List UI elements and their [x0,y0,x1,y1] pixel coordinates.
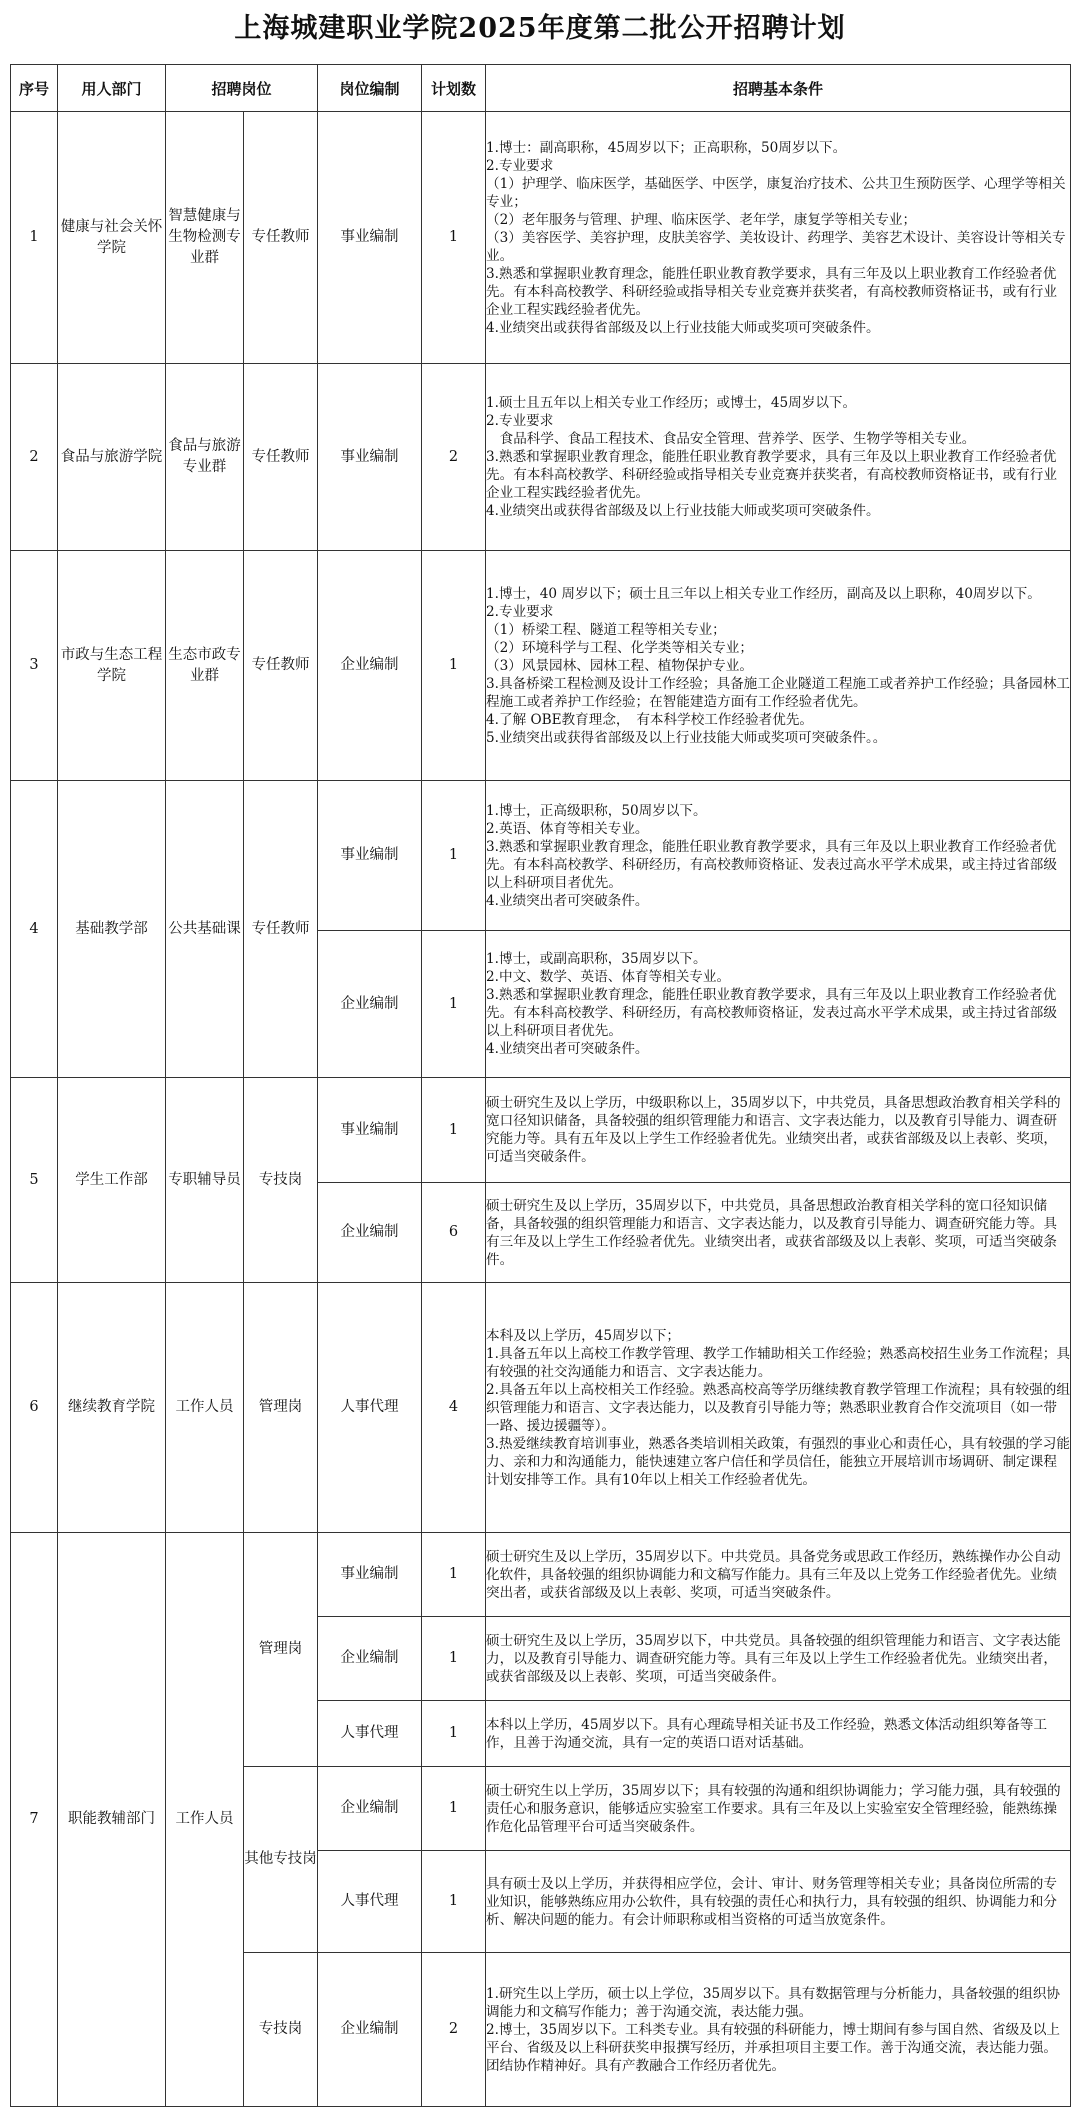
header-dept: 用人部门 [58,65,166,112]
row-count: 1 [422,551,486,781]
condition-line: 4.业绩突出或获得省部级及以上行业技能大师或奖项可突破条件。 [486,319,880,336]
condition-line: 1.博士：副高职称，45周岁以下；正高职称，50周岁以下。 [486,139,847,156]
row-post: 专任教师 [244,112,318,364]
condition-line: 4.了解 OBE教育理念， 有本科学校工作经验者优先。 [486,711,814,728]
condition-line: 4.业绩突出或获得省部级及以上行业技能大师或奖项可突破条件。 [486,503,880,519]
condition-line: （2）老年服务与管理、护理、临床医学、老年学，康复学等相关专业； [486,211,917,228]
row-staffing: 事业编制 [318,1533,422,1617]
condition-line: 3.熟悉和掌握职业教育理念，能胜任职业教育教学要求，具有三年及以上职业教育工作经验者优先。有本科高校教学、科研经历，有高校教师资格证、发表过高水平学术成果，或主持过省部级以上科研项目者优先。 [486,838,1057,891]
condition-line: 硕士研究生及以上学历，35周岁以下。中共党员。具备党务或思政工作经历，熟练操作办公自动化软件，具备较强的组织协调能力和文稿写作能力。具有三年及以上党务工作经验者优先。业绩突出者，或获省部级及以上表彰、奖项，可适当突破条件。 [486,1548,1061,1601]
row-conditions [486,1283,1071,1533]
table-row [11,364,1071,551]
condition-line: （1）桥梁工程、隧道工程等相关专业； [486,621,726,638]
condition-line: 3.热爱继续教育培训事业，熟悉各类培训相关政策，有强烈的事业心和责任心，具有较强的学习能力、亲和力和沟通能力，能快速建立客户信任和学员信任，能独立开展培训市场调研、制定课程计划安排等工作。具有10年以上相关工作经验者优先。 [486,1435,1070,1488]
row-category: 智慧健康与生物检测专业群 [166,112,244,364]
row-count: 4 [422,1283,486,1533]
condition-line: 4.业绩突出者可突破条件。 [486,892,649,909]
row-conditions [486,112,1071,364]
header-position: 招聘岗位 [166,65,318,112]
table-row [11,112,1071,364]
row-count: 1 [422,781,486,931]
row-count: 1 [422,112,486,364]
table-row [11,1283,1071,1533]
row-dept: 职能教辅部门 [58,1533,166,2107]
condition-line: 3.具备桥梁工程检测及设计工作经验；具备施工企业隧道工程施工或者养护工作经验；具备园林工程施工或者养护工作经验；在智能建造方面有工作经验者优先。 [486,675,1070,710]
row-dept: 健康与社会关怀学院 [58,112,166,364]
row-dept: 食品与旅游学院 [58,364,166,551]
row-staffing: 事业编制 [318,1078,422,1183]
row-count: 1 [422,1767,486,1851]
row-conditions [486,1078,1071,1183]
condition-line: 5.业绩突出或获得省部级及以上行业技能大师或奖项可突破条件。。 [486,729,887,746]
row-dept: 继续教育学院 [58,1283,166,1533]
row-category: 生态市政专业群 [166,551,244,781]
condition-line: 2.具备五年以上高校相关工作经验。熟悉高校高等学历继续教育教学管理工作流程；具有较强的组织管理能力和语言、文字表达能力，以及教育引导能力等；熟悉职业教育合作交流项目（如一带一路、援边援疆等）。 [486,1381,1070,1434]
row-no: 6 [11,1283,58,1533]
row-count: 1 [422,1533,486,1617]
row-conditions [486,1183,1071,1283]
header-conditions: 招聘基本条件 [486,65,1071,112]
condition-line: 硕士研究生以上学历，35周岁以下；具有较强的沟通和组织协调能力；学习能力强，具有较强的责任心和服务意识，能够适应实验室工作要求。具有三年及以上实验室安全管理经验，能熟练操作危化品管理平台可适当突破条件。 [486,1782,1061,1835]
table-row [11,551,1071,781]
condition-line: 2.中文、数学、英语、体育等相关专业。 [486,969,731,985]
row-staffing: 事业编制 [318,112,422,364]
condition-line: （3）美容医学、美容护理，皮肤美容学、美妆设计、药理学、美容艺术设计、美容设计等相关专业。 [486,229,1066,264]
row-conditions [486,931,1071,1078]
condition-line: 1.研究生以上学历，硕士以上学位，35周岁以下。具有数据管理与分析能力，具备较强的组织协调能力和文稿写作能力；善于沟通交流，表达能力强。 [486,1985,1061,2020]
row-post: 管理岗 [244,1533,318,1767]
row-no: 7 [11,1533,58,2107]
page-title: 上海城建职业学院2025年度第二批公开招聘计划 [234,13,846,44]
row-no: 3 [11,551,58,781]
row-staffing: 企业编制 [318,1767,422,1851]
row-conditions [486,1953,1071,2107]
table-header-row [11,65,1071,112]
row-post: 专技岗 [244,1078,318,1283]
condition-line: 3.熟悉和掌握职业教育理念，能胜任职业教育教学要求，具有三年及以上职业教育工作经验者优先。有本科高校教学、科研经历，有高校教师资格证，发表过高水平学术成果，或主持过省部级以上科研项目者优先。 [486,987,1057,1039]
condition-line: 2.博士，35周岁以下。工科类专业。具有较强的科研能力，博士期间有参与国自然、省级及以上平台、省级及以上科研获奖申报撰写经历，并承担项目主要工作。善于沟通交流，表达能力强。团结协作精神好。具有产教融合工作经历者优先。 [486,2021,1061,2074]
row-conditions [486,1701,1071,1767]
row-staffing: 企业编制 [318,1617,422,1701]
row-category: 食品与旅游专业群 [166,364,244,551]
table-row [11,1533,1071,1617]
condition-line: 1.硕士且五年以上相关专业工作经历；或博士，45周岁以下。 [486,395,857,411]
row-post: 管理岗 [244,1283,318,1533]
row-no: 4 [11,781,58,1078]
row-conditions [486,1533,1071,1617]
row-conditions [486,781,1071,931]
condition-line: 硕士研究生及以上学历，中级职称以上，35周岁以下，中共党员，具备思想政治教育相关学科的宽口径知识储备，具备较强的组织管理能力和语言、文字表达能力，以及教育引导能力、调查研究能力等。具有五年及以上学生工作经验者优先。业绩突出者，或获省部级及以上表彰、奖项，可适当突破条件。 [486,1095,1061,1165]
row-post: 其他专技岗 [244,1767,318,1953]
row-no: 5 [11,1078,58,1283]
condition-line: 1.博士，正高级职称，50周岁以下。 [486,802,707,819]
row-category: 公共基础课 [166,781,244,1078]
row-no: 2 [11,364,58,551]
condition-line: 2.专业要求 [486,603,554,620]
condition-line: 2.英语、体育等相关专业。 [486,820,649,837]
condition-line: 1.博士，或副高职称，35周岁以下。 [486,951,707,967]
row-staffing: 企业编制 [318,1183,422,1283]
row-dept: 学生工作部 [58,1078,166,1283]
row-post: 专技岗 [244,1953,318,2107]
row-count: 1 [422,931,486,1078]
row-count: 1 [422,1617,486,1701]
condition-line: 食品科学、食品工程技术、食品安全管理、营养学、医学、生物学等相关专业。 [486,431,976,447]
row-staffing: 人事代理 [318,1701,422,1767]
row-conditions [486,1617,1071,1701]
condition-line: （1）护理学、临床医学，基础医学、中医学，康复治疗技术、公共卫生预防医学、心理学等相关专业； [486,175,1066,210]
condition-line: 具有硕士及以上学历，并获得相应学位，会计、审计、财务管理等相关专业；具备岗位所需的专业知识，能够熟练应用办公软件，具有较强的责任心和执行力，具有较强的组织、协调能力和分析、解决问题的能力。有会计师职称或相当资格的可适当放宽条件。 [486,1875,1057,1928]
row-post: 专任教师 [244,364,318,551]
row-count: 2 [422,1953,486,2107]
condition-line: 硕士研究生及以上学历，35周岁以下，中共党员，具备思想政治教育相关学科的宽口径知识储备，具备较强的组织管理能力和语言、文字表达能力，以及教育引导能力、调查研究能力等。具有三年及以上学生工作经验者优先。业绩突出者，或获省部级及以上表彰、奖项，可适当突破条件。 [486,1197,1057,1268]
row-staffing: 事业编制 [318,781,422,931]
condition-line: 3.熟悉和掌握职业教育理念，能胜任职业教育教学要求，具有三年及以上职业教育工作经验者优先。有本科高校教学、科研经验或指导相关专业竞赛并获奖者，有高校教师资格证书，或有行业企业工程实践经验者优先。 [486,449,1057,501]
condition-line: 本科及以上学历，45周岁以下； [486,1327,681,1344]
row-conditions [486,364,1071,551]
row-staffing: 人事代理 [318,1851,422,1953]
condition-line: 4.业绩突出者可突破条件。 [486,1041,649,1057]
recruitment-plan-table [10,64,1071,2107]
row-dept: 基础教学部 [58,781,166,1078]
header-staffing: 岗位编制 [318,65,422,112]
row-post: 专任教师 [244,781,318,1078]
row-staffing: 企业编制 [318,551,422,781]
row-conditions [486,551,1071,781]
condition-line: （2）环境科学与工程、化学类等相关专业； [486,639,753,656]
condition-line: 本科以上学历，45周岁以下。具有心理疏导相关证书及工作经验，熟悉文体活动组织筹备等工作，且善于沟通交流，具有一定的英语口语对话基础。 [486,1716,1048,1751]
row-no: 1 [11,112,58,364]
row-count: 2 [422,364,486,551]
condition-line: 3.熟悉和掌握职业教育理念，能胜任职业教育教学要求，具有三年及以上职业教育工作经验者优先。有本科高校教学、科研经验或指导相关专业竞赛并获奖者，有高校教师资格证书，或有行业企业工程实践经验者优先。 [486,265,1057,318]
row-count: 6 [422,1183,486,1283]
row-dept: 市政与生态工程学院 [58,551,166,781]
condition-line: 1.博士，40 周岁以下；硕士且三年以上相关专业工作经历，副高及以上职称，40周岁以下。 [486,585,1041,602]
row-staffing: 人事代理 [318,1283,422,1533]
row-staffing: 事业编制 [318,364,422,551]
row-count: 1 [422,1851,486,1953]
condition-line: （3）风景园林、园林工程、植物保护专业。 [486,657,753,674]
condition-line: 1.具备五年以上高校工作教学管理、教学工作辅助相关工作经验；熟悉高校招生业务工作流程；具有较强的社交沟通能力和语言、文字表达能力。 [486,1345,1070,1380]
header-no: 序号 [11,65,58,112]
condition-line: 2.专业要求 [486,157,554,174]
table-row [11,781,1071,931]
row-conditions [486,1851,1071,1953]
row-staffing: 企业编制 [318,1953,422,2107]
row-category: 专职辅导员 [166,1078,244,1283]
row-category: 工作人员 [166,1283,244,1533]
table-row [11,1078,1071,1183]
row-post: 专任教师 [244,551,318,781]
row-category: 工作人员 [166,1533,244,2107]
row-count: 1 [422,1701,486,1767]
condition-line: 硕士研究生及以上学历，35周岁以下，中共党员。具备较强的组织管理能力和语言、文字表达能力，以及教育引导能力、调查研究能力等。具有三年及以上学生工作经验者优先。业绩突出者，或获省部级及以上表彰、奖项，可适当突破条件。 [486,1632,1061,1685]
condition-line: 2.专业要求 [486,413,554,429]
row-conditions [486,1767,1071,1851]
row-count: 1 [422,1078,486,1183]
row-staffing: 企业编制 [318,931,422,1078]
header-count: 计划数 [422,65,486,112]
